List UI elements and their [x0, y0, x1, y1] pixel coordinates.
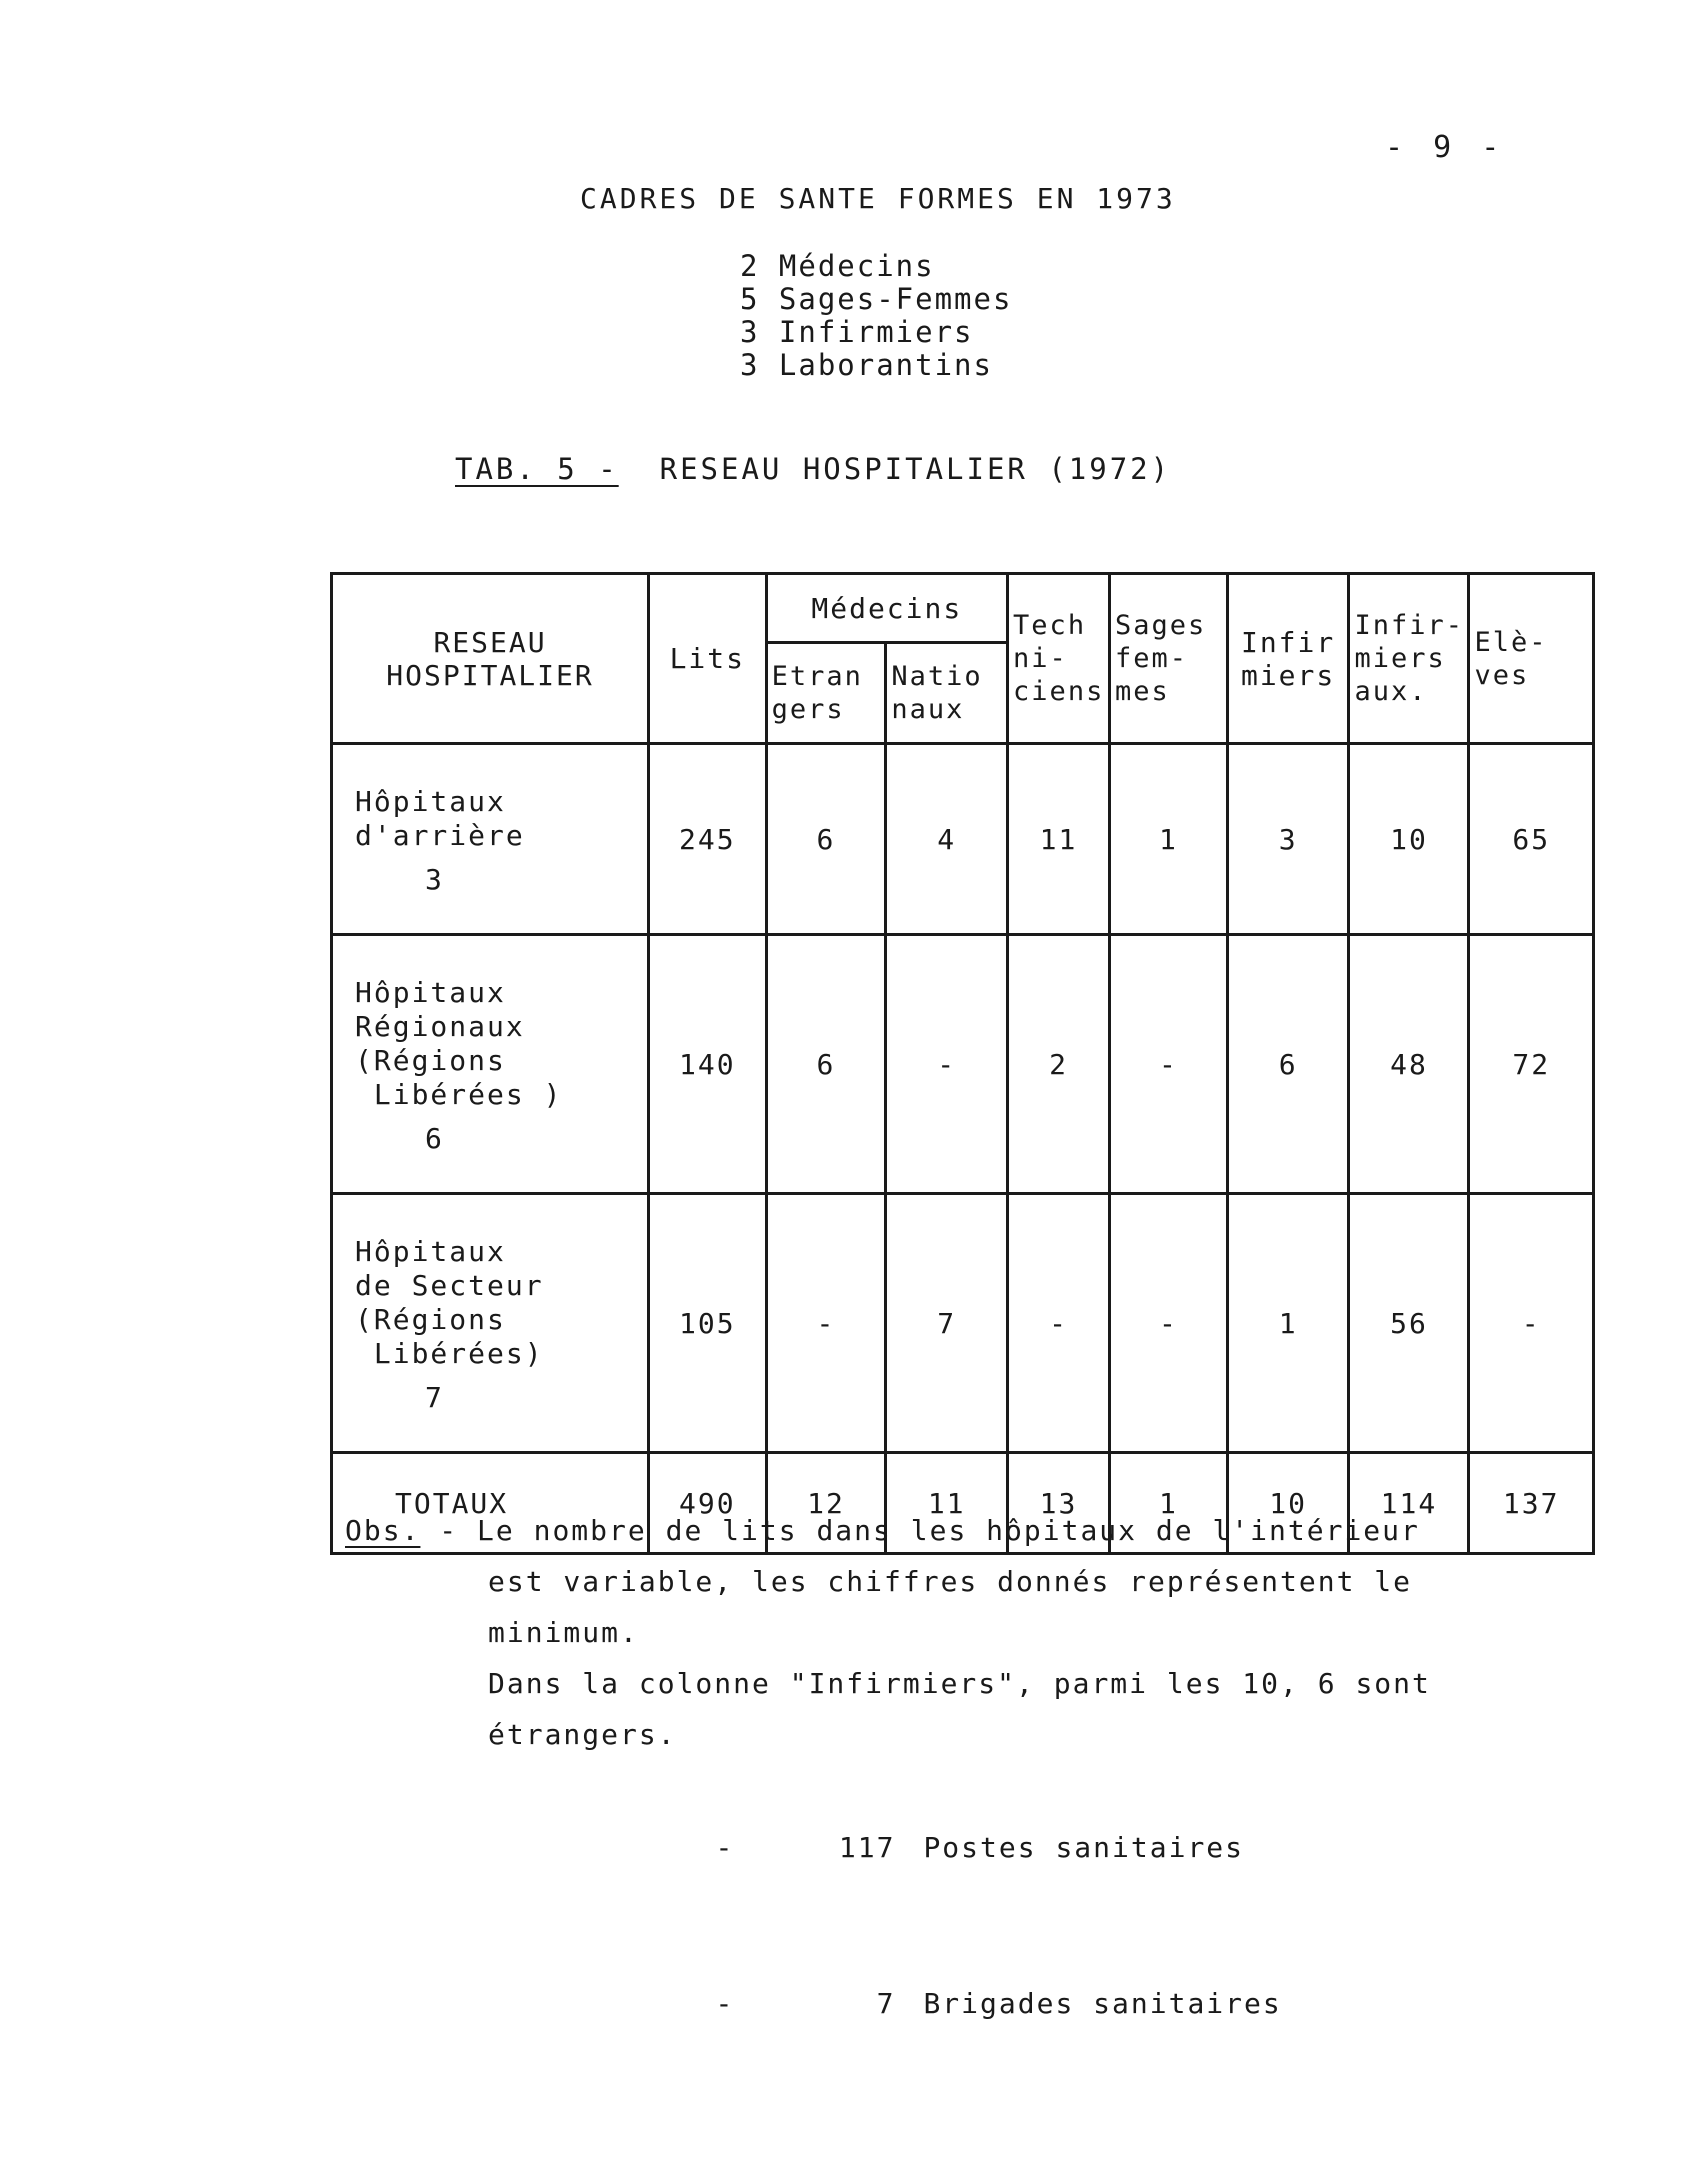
total-infirmiers: 10 — [1227, 1453, 1349, 1554]
cell-sages-femmes: - — [1110, 935, 1228, 1194]
cell-techniciens: 11 — [1008, 744, 1110, 935]
page-title: CADRES DE SANTE FORMES EN 1973 — [580, 182, 1176, 215]
header-medecins: Médecins — [766, 574, 1007, 643]
cell-nationaux: - — [886, 935, 1008, 1194]
hospital-network-table — [330, 572, 1595, 1555]
header-lits: Lits — [649, 574, 767, 744]
extra-item: - 7 Brigades sanitaires — [715, 1987, 1282, 2020]
observations — [345, 1505, 1431, 1760]
cell-eleves: 72 — [1469, 935, 1594, 1194]
cell-lits: 140 — [649, 935, 767, 1194]
note-line: est variable, les chiffres donnés représentent le — [488, 1565, 1413, 1598]
total-nationaux: 11 — [886, 1453, 1008, 1554]
cell-lits: 245 — [649, 744, 767, 935]
total-sages-femmes: 1 — [1110, 1453, 1228, 1554]
row-label: Hôpitaux Régionaux (Régions Libérées ) 6 — [332, 935, 649, 1194]
header-eleves: Elè- ves — [1469, 574, 1594, 744]
cell-nationaux: 4 — [886, 744, 1008, 935]
cell-etrangers: - — [766, 1194, 886, 1453]
extra-item: - 117 Postes sanitaires — [715, 1831, 1245, 1864]
summary-item: 3 Laborantins — [740, 348, 993, 382]
cell-eleves: - — [1469, 1194, 1594, 1453]
total-lits: 490 — [649, 1453, 767, 1554]
summary-list — [740, 250, 1012, 382]
cell-techniciens: - — [1008, 1194, 1110, 1453]
row-label: Hôpitaux d'arrière 3 — [332, 744, 649, 935]
summary-item: 5 Sages-Femmes — [740, 282, 1013, 316]
cell-lits: 105 — [649, 1194, 767, 1453]
note-line: - Le nombre de lits dans les hôpitaux de l'intérieur — [439, 1514, 1420, 1547]
table-row — [332, 744, 1594, 935]
total-eleves: 137 — [1469, 1453, 1594, 1554]
cell-infirmiers: 6 — [1227, 935, 1349, 1194]
table-title — [455, 452, 1171, 486]
table-caption: RESEAU HOSPITALIER (1972) — [659, 452, 1172, 486]
header-sages-femmes: Sages fem- mes — [1110, 574, 1228, 744]
summary-item: 3 Infirmiers — [740, 315, 974, 349]
cell-etrangers: 6 — [766, 744, 886, 935]
obs-label: Obs. — [345, 1514, 421, 1547]
cell-infirmiers: 1 — [1227, 1194, 1349, 1453]
extra-facilities — [640, 1770, 1282, 2082]
table-label: TAB. 5 - — [455, 452, 619, 486]
cell-infirmiers-aux: 56 — [1349, 1194, 1469, 1453]
header-infirmiers: Infir miers — [1227, 574, 1349, 744]
totals-label: TOTAUX — [332, 1453, 649, 1554]
total-etrangers: 12 — [766, 1453, 886, 1554]
page-number: - 9 - — [1385, 130, 1506, 165]
table-row — [332, 1194, 1594, 1453]
note-line: étrangers. — [488, 1718, 677, 1751]
cell-eleves: 65 — [1469, 744, 1594, 935]
header-reseau: RESEAU HOSPITALIER — [332, 574, 649, 744]
total-techniciens: 13 — [1008, 1453, 1110, 1554]
total-infirmiers-aux: 114 — [1349, 1453, 1469, 1554]
cell-etrangers: 6 — [766, 935, 886, 1194]
summary-item: 2 Médecins — [740, 249, 935, 283]
row-label: Hôpitaux de Secteur (Régions Libérées) 7 — [332, 1194, 649, 1453]
cell-nationaux: 7 — [886, 1194, 1008, 1453]
cell-techniciens: 2 — [1008, 935, 1110, 1194]
note-line: minimum. — [488, 1616, 639, 1649]
header-nationaux: Natio naux — [886, 643, 1008, 744]
header-techniciens: Tech ni- ciens — [1008, 574, 1110, 744]
cell-sages-femmes: - — [1110, 1194, 1228, 1453]
note-line: Dans la colonne "Infirmiers", parmi les 10, 6 sont — [488, 1667, 1431, 1700]
header-infirmiers-aux: Infir- miers aux. — [1349, 574, 1469, 744]
cell-infirmiers: 3 — [1227, 744, 1349, 935]
header-etrangers: Etran gers — [766, 643, 886, 744]
table-row — [332, 935, 1594, 1194]
cell-sages-femmes: 1 — [1110, 744, 1228, 935]
cell-infirmiers-aux: 48 — [1349, 935, 1469, 1194]
cell-infirmiers-aux: 10 — [1349, 744, 1469, 935]
